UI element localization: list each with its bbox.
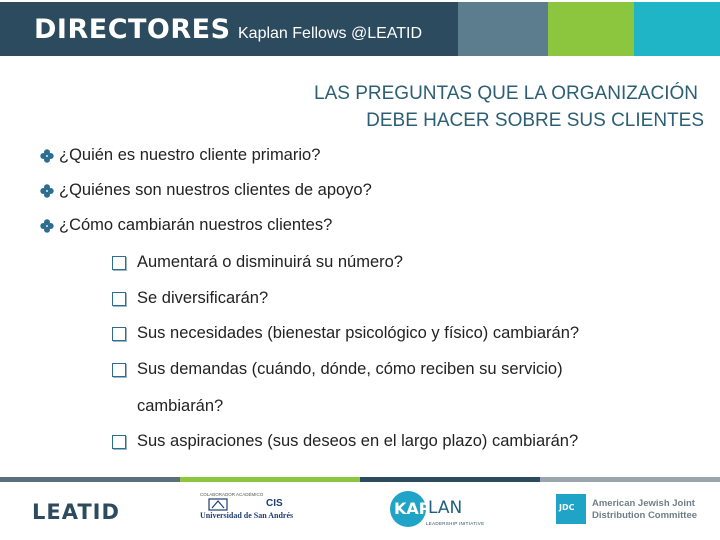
cis-label: CIS <box>266 498 283 509</box>
banner-title: DIRECTORES <box>34 14 231 45</box>
leatid-logo: LEATID <box>32 500 120 524</box>
subquestion-diversify: Se diversificarán? <box>137 289 269 307</box>
jdc-line-2: Distribution Committee <box>592 510 698 521</box>
san-andres-small-text: COLABORADOR ACADÉMICO <box>200 492 264 497</box>
header-banner <box>0 0 720 58</box>
diamond-bullet-icon <box>40 184 54 198</box>
banner-green-block <box>548 2 634 56</box>
subquestion-demands-continuation: cambiarán? <box>137 397 224 415</box>
diamond-bullet-icon <box>40 219 54 233</box>
square-bullet-icon <box>112 435 126 449</box>
banner-cyan-block <box>634 2 720 56</box>
subquestion-aspirations: Sus aspiraciones (sus deseos en el largo plazo) cambiarán? <box>137 432 579 450</box>
banner-subtitle: Kaplan Fellows @LEATID <box>238 25 423 42</box>
heading-line-2: DEBE HACER SOBRE SUS CLIENTES <box>366 110 704 131</box>
subquestion-needs: Sus necesidades (bienestar psicológico y físico) cambiarán? <box>137 324 580 342</box>
university-crest-icon <box>208 498 228 511</box>
question-primary-client: ¿Quién es nuestro cliente primario? <box>59 146 321 164</box>
question-support-clients: ¿Quiénes son nuestros clientes de apoyo? <box>59 181 372 199</box>
footer-color-rule <box>0 477 720 483</box>
question-client-change: ¿Cómo cambiarán nuestros clientes? <box>59 216 333 234</box>
kaplan-logo <box>390 489 485 533</box>
jdc-badge-text: JDC <box>559 503 575 512</box>
jdc-line-1: American Jewish Joint <box>592 498 695 509</box>
kaplan-kap-text: KAP <box>394 499 431 518</box>
kaplan-lan-text: LAN <box>428 498 463 518</box>
jdc-logo <box>556 494 706 528</box>
square-bullet-icon <box>112 292 126 306</box>
subquestion-number: Aumentará o disminuirá su número? <box>137 253 403 271</box>
san-andres-logo <box>200 492 292 530</box>
heading-line-1: LAS PREGUNTAS QUE LA ORGANIZACIÓN <box>314 83 698 104</box>
banner-steel-block <box>458 2 548 56</box>
square-bullet-icon <box>112 256 126 270</box>
square-bullet-icon <box>112 327 126 341</box>
san-andres-name: Universidad de San Andrés <box>200 511 294 520</box>
kaplan-tagline: LEADERSHIP INITIATIVE <box>426 521 485 526</box>
jdc-badge-icon <box>556 494 586 524</box>
diamond-bullet-icon <box>40 149 54 163</box>
slide-heading <box>274 80 704 134</box>
square-bullet-icon <box>112 363 126 377</box>
subquestion-demands: Sus demandas (cuándo, dónde, cómo reciben su servicio) <box>137 360 563 378</box>
